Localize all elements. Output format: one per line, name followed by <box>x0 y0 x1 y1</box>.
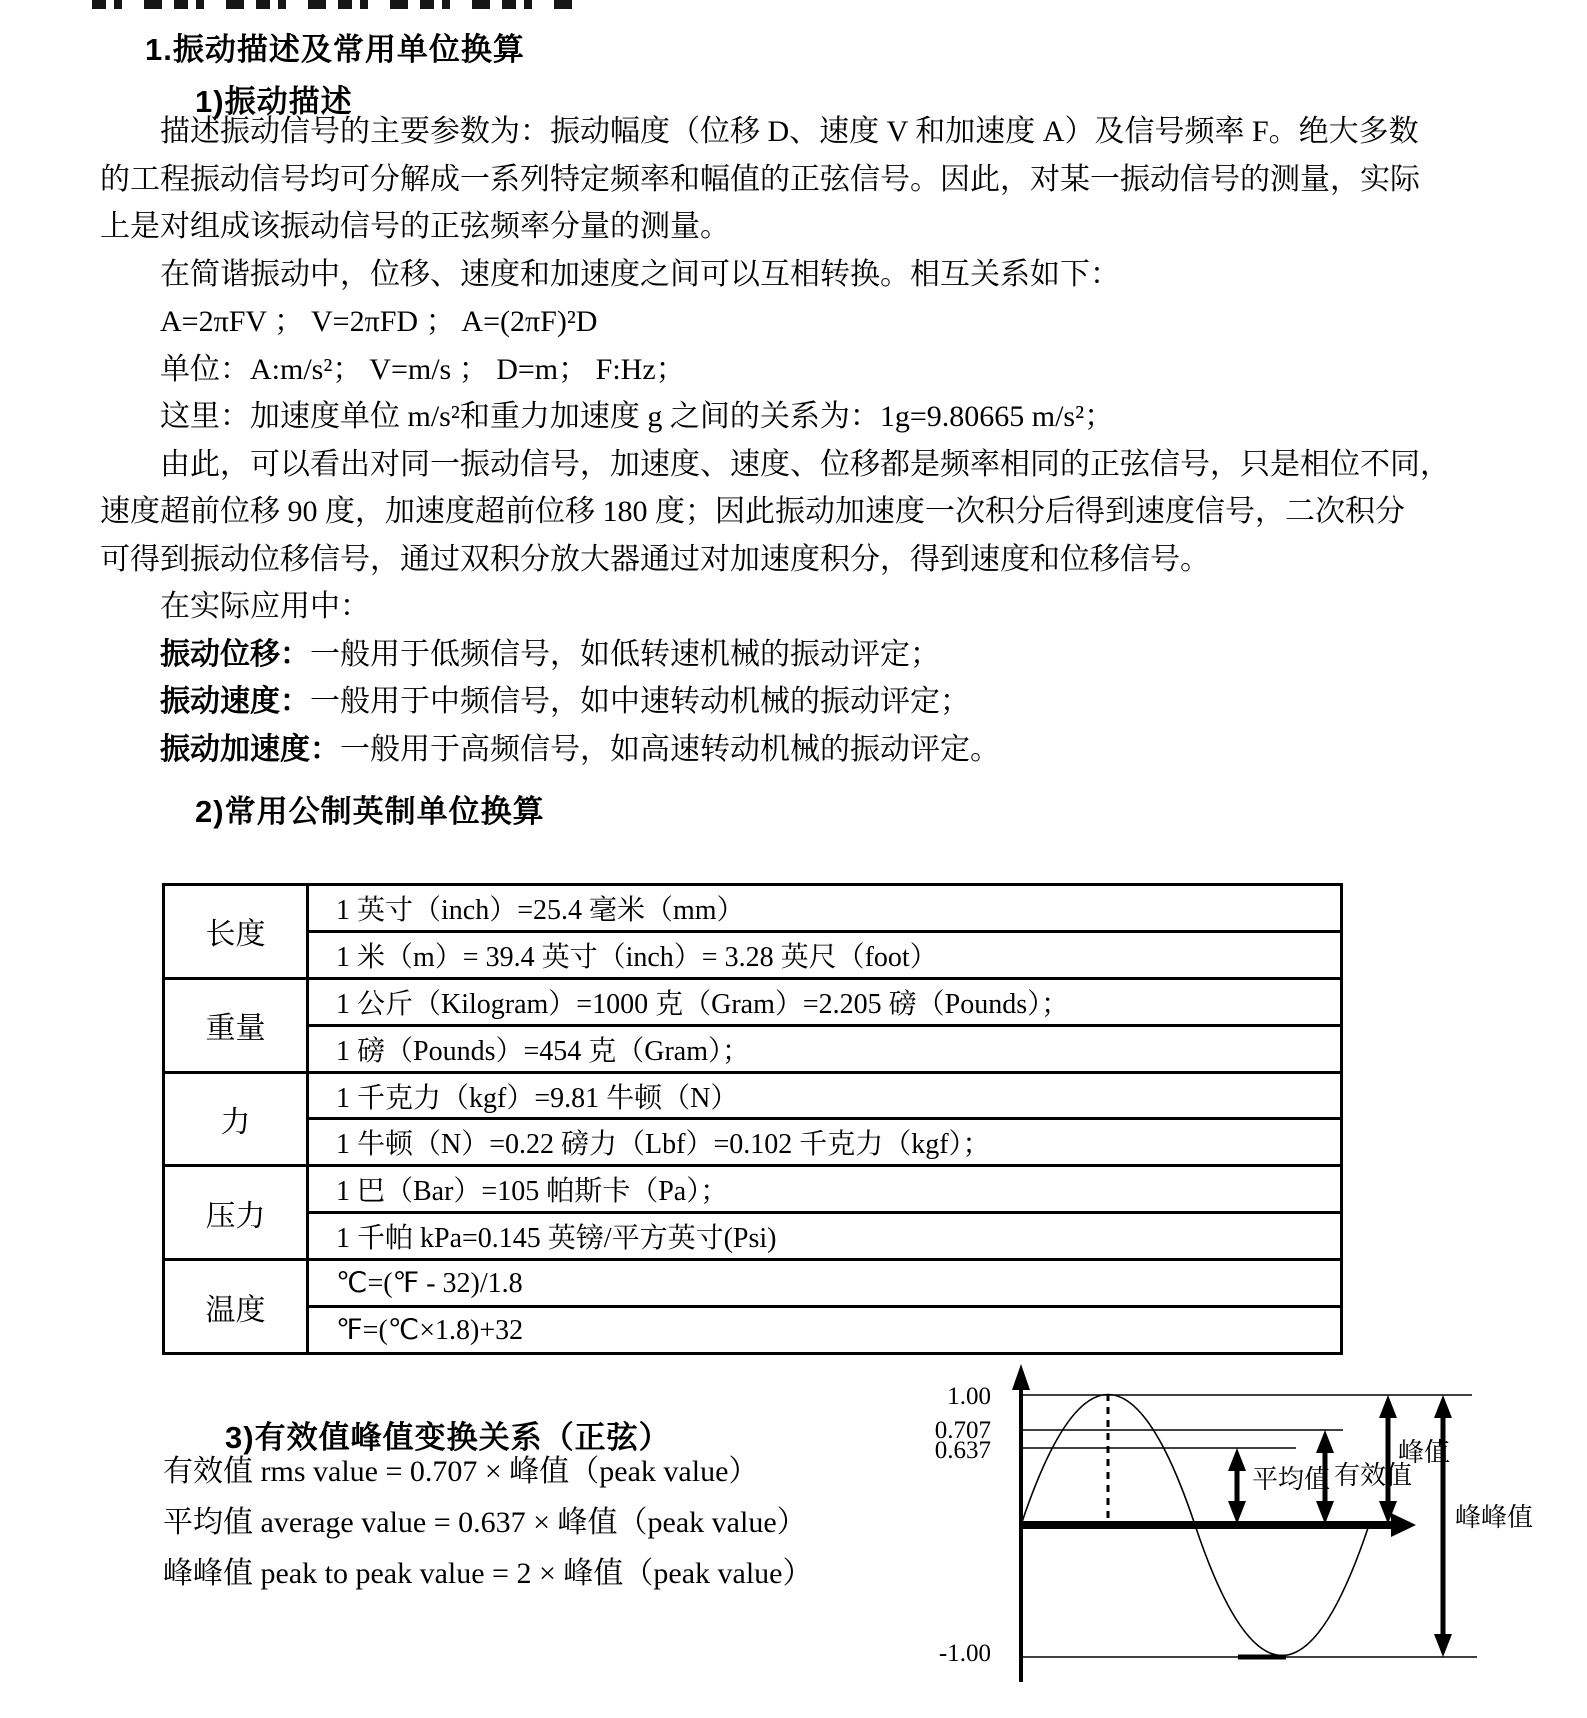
gravity-line: 这里：加速度单位 m/s²和重力加速度 g 之间的关系为：1g=9.80665 m/s²； <box>160 400 1115 433</box>
rms-value-label: 有效值 <box>1334 1461 1413 1490</box>
average-arrow-head-up-icon <box>1228 1448 1246 1471</box>
units-line: 单位：A:m/s²； V=m/s ； D=m； F:Hz； <box>160 352 686 386</box>
usage-label: 振动速度： <box>160 685 310 718</box>
heading-sub-unit-conversion: 2)常用公制英制单位换算 <box>195 794 545 829</box>
heading-main: 1.振动描述及常用单位换算 <box>145 32 525 67</box>
body-line: 在实际应用中： <box>160 590 370 623</box>
peak-value-label: 峰值 <box>1398 1438 1451 1467</box>
body-line: 可得到振动位移信号，通过双积分放大器通过对加速度积分，得到速度和位移信号。 <box>100 542 1210 576</box>
rms-formula-line: 有效值 rms value = 0.707 × 峰值（peak value） <box>163 1455 759 1488</box>
table-value-cell: 1 米（m）= 39.4 英寸（inch）= 3.28 英尺（foot） <box>308 931 1342 978</box>
heading-sub-rms-peak: 3)有效值峰值变换关系（正弦） <box>225 1420 671 1455</box>
body-text-block <box>100 108 1500 773</box>
table-category-weight: 重量 <box>164 978 308 1072</box>
table-value-cell: 1 千帕 kPa=0.145 英镑/平方英寸(Psi) <box>308 1213 1342 1260</box>
usage-label: 振动加速度： <box>160 732 340 766</box>
usage-text: 一般用于高频信号，如高速转动机械的振动评定。 <box>340 732 1000 766</box>
table-value-cell: 1 公斤（Kilogram）=1000 克（Gram）=2.205 磅（Pounds）； <box>308 978 1342 1025</box>
table-category-length: 长度 <box>164 885 308 979</box>
body-line: 的工程振动信号均可分解成一系列特定频率和幅值的正弦信号。因此，对某一振动信号的测量，实际 <box>100 162 1420 196</box>
table-value-cell: 1 英寸（inch）=25.4 毫米（mm） <box>308 885 1342 932</box>
average-formula-line: 平均值 average value = 0.637 × 峰值（peak value） <box>163 1506 807 1539</box>
y-axis-arrow-icon <box>1012 1364 1030 1390</box>
peak-to-peak-formula-line: 峰峰值 peak to peak value = 2 × 峰值（peak value） <box>163 1557 813 1590</box>
table-value-cell: ℉=(℃×1.8)+32 <box>308 1307 1342 1354</box>
usage-text: 一般用于低频信号，如低转速机械的振动评定； <box>310 637 940 671</box>
body-line: 描述振动信号的主要参数为：振动幅度（位移 D、速度 V 和加速度 A）及信号频率 F。绝大多数 <box>160 115 1419 148</box>
usage-text: 一般用于中频信号，如中速转动机械的振动评定； <box>310 685 970 718</box>
tick-label-1.00: 1.00 <box>947 1383 991 1410</box>
average-arrow-head-down-icon <box>1228 1501 1246 1524</box>
x-axis-arrow-icon <box>1391 1513 1416 1537</box>
table-value-cell: ℃=(℉ - 32)/1.8 <box>308 1260 1342 1307</box>
table-value-cell: 1 磅（Pounds）=454 克（Gram）； <box>308 1025 1342 1072</box>
usage-line-displacement <box>100 631 1500 679</box>
clipped-heading-fragment <box>92 0 584 9</box>
rms-arrow-head-down-icon <box>1316 1501 1334 1524</box>
table-category-temperature: 温度 <box>164 1260 308 1354</box>
body-line: 由此，可以看出对同一振动信号，加速度、速度、位移都是频率相同的正弦信号，只是相位不同， <box>160 447 1450 481</box>
peak-arrow-head-up-icon <box>1379 1395 1397 1418</box>
usage-line-velocity <box>100 678 1500 726</box>
tick-label-minus-1.00: -1.00 <box>938 1640 991 1667</box>
tick-label-0.637: 0.637 <box>934 1437 991 1464</box>
table-category-pressure: 压力 <box>164 1166 308 1260</box>
table-value-cell: 1 千克力（kgf）=9.81 牛顿（N） <box>308 1072 1342 1119</box>
average-value-label: 平均值 <box>1252 1465 1331 1494</box>
rms-arrow-head-up-icon <box>1316 1430 1334 1453</box>
body-line: 上是对组成该振动信号的正弦频率分量的测量。 <box>100 210 730 243</box>
peak-to-peak-label: 峰峰值 <box>1455 1503 1534 1532</box>
body-line: 速度超前位移 90 度，加速度超前位移 180 度；因此振动加速度一次积分后得到速度信号，二次积分 <box>100 495 1405 528</box>
pp-arrow-head-down-icon <box>1434 1634 1452 1657</box>
table-value-cell: 1 牛顿（N）=0.22 磅力（Lbf）=0.102 千克力（kgf）； <box>308 1119 1342 1166</box>
unit-conversion-table <box>162 883 1343 1355</box>
tick-label-0.707: 0.707 <box>934 1417 991 1444</box>
rms-peak-formulas <box>163 1446 813 1599</box>
usage-line-acceleration <box>100 726 1500 774</box>
table-value-cell: 1 巴（Bar）=105 帕斯卡（Pa）； <box>308 1166 1342 1213</box>
formula-line: A=2πFV ； V=2πFD ； A=(2πF)²D <box>160 305 598 338</box>
heading-sub-vibration-description: 1)振动描述 <box>195 84 353 119</box>
pp-arrow-head-up-icon <box>1434 1395 1452 1418</box>
body-line: 在简谐振动中，位移、速度和加速度之间可以互相转换。相互关系如下： <box>160 257 1120 291</box>
sine-wave-diagram <box>880 1330 1587 1718</box>
usage-label: 振动位移： <box>160 637 310 671</box>
table-category-force: 力 <box>164 1072 308 1166</box>
